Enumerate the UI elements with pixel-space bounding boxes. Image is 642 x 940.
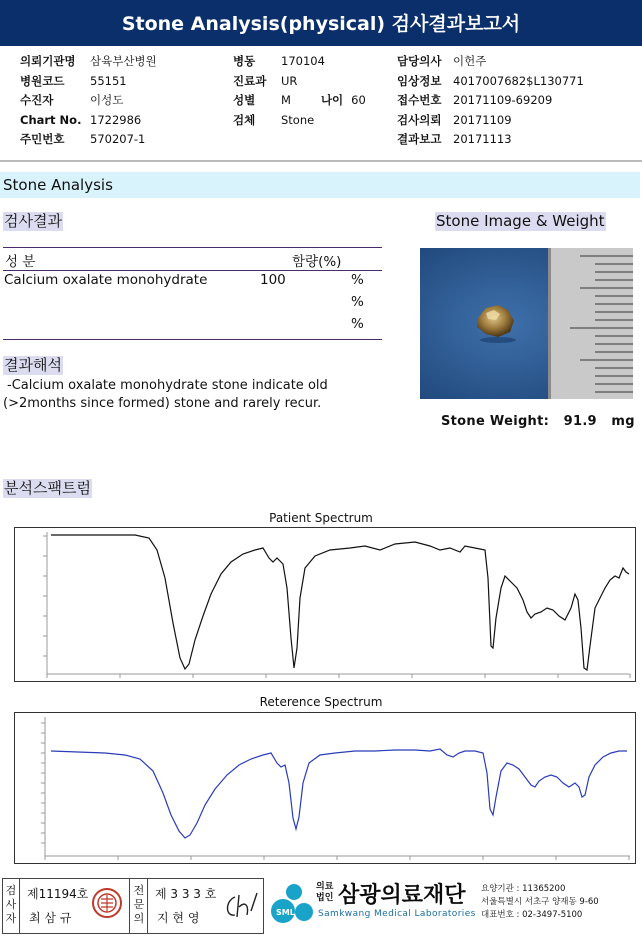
examiner-name: 최 삼 규	[29, 911, 72, 925]
result-unit: %	[351, 294, 364, 310]
info-value: 삼육부산병원	[90, 54, 157, 68]
reference-spectrum-plot	[14, 712, 636, 864]
info-value: 170104	[281, 54, 325, 68]
info-label: 검체	[233, 112, 256, 127]
org-prefix-line: 의료	[316, 882, 334, 892]
weight-label: Stone Weight:	[441, 414, 550, 429]
info-value: 55151	[90, 73, 127, 88]
col-amount-header: 함량(%)	[292, 254, 342, 270]
org-address: 서울특별시 서초구 양재동 9-60	[481, 897, 599, 907]
signature-icon	[221, 891, 261, 921]
interpretation-line: -Calcium oxalate monohydrate stone indicate old	[7, 378, 328, 393]
info-label: 결과보고	[397, 132, 442, 146]
patient-info-col3	[397, 52, 584, 150]
spectrum-title: 분석스팩트럼	[4, 479, 91, 497]
info-label: 수진자	[20, 93, 54, 107]
result-unit: %	[351, 316, 364, 332]
age-value: 60	[351, 93, 366, 107]
info-value: 570207-1	[90, 132, 146, 146]
interpretation-text	[3, 377, 328, 413]
specialist-license: 제 3 3 3 호	[155, 887, 217, 901]
sml-logo-icon	[270, 882, 316, 928]
info-label: Chart No.	[20, 112, 82, 127]
results-table-body	[3, 271, 382, 340]
info-label: 임상정보	[397, 73, 442, 88]
org-phone: 대표번호 : 02-3497-5100	[481, 910, 583, 920]
info-value: Stone	[281, 112, 315, 127]
info-value: M	[281, 93, 291, 107]
result-amount: 100	[260, 272, 286, 288]
org-prefix-line: 법인	[316, 893, 334, 903]
info-label: 성별	[233, 93, 256, 107]
examiner-label: 검사자	[5, 884, 17, 925]
org-prefix	[316, 882, 333, 904]
interpretation-line: (>2months since formed) stone and rarely recur.	[3, 396, 322, 411]
examiner-license: 제11194호	[27, 887, 89, 901]
report-footer	[0, 876, 642, 936]
info-label: 의뢰기관명	[20, 54, 76, 68]
result-unit: %	[351, 272, 364, 288]
weight-unit: mg	[611, 414, 635, 429]
info-label: 병원코드	[20, 73, 65, 88]
stone-image-title: Stone Image & Weight	[436, 212, 605, 230]
info-label: 담당의사	[397, 54, 442, 68]
patient-spectrum-plot	[14, 527, 636, 682]
info-value: 이헌주	[453, 54, 487, 68]
stone-photo	[420, 248, 633, 399]
results-title: 검사결과	[4, 212, 62, 230]
org-name-en: Samkwang Medical Laboratories	[318, 909, 476, 919]
patient-info-col1	[20, 52, 157, 150]
logo-text: SML	[276, 908, 295, 917]
specialist-name: 지 현 영	[157, 911, 200, 925]
info-value: 20171109	[453, 112, 512, 127]
seal-icon	[91, 887, 123, 919]
section-title: Stone Analysis	[0, 172, 640, 198]
org-name: 삼광의료재단	[338, 883, 466, 908]
interpretation-title: 결과해석	[4, 356, 62, 374]
patient-info-col2	[233, 52, 366, 130]
info-label: 진료과	[233, 73, 267, 88]
weight-value: 91.9	[563, 414, 597, 429]
info-label: 주민번호	[20, 132, 65, 146]
results-table-header	[3, 247, 382, 271]
specialist-label: 전문의	[133, 884, 145, 925]
info-value: 이성도	[90, 93, 124, 107]
result-component: Calcium oxalate monohydrate	[4, 272, 208, 288]
col-component-header: 성 분	[5, 254, 36, 270]
stone-weight	[441, 414, 635, 429]
info-value: 1722986	[90, 112, 142, 127]
inst-code: 요양기관 : 11365200	[481, 884, 566, 894]
report-title: Stone Analysis(physical) 검사결과보고서	[0, 0, 642, 46]
info-label: 접수번호	[397, 93, 442, 107]
org-contact	[481, 883, 599, 922]
info-label: 병동	[233, 54, 256, 68]
patient-spectrum-title: Patient Spectrum	[269, 511, 373, 525]
info-value: 20171109-69209	[453, 93, 553, 107]
info-value: UR	[281, 73, 298, 88]
info-value: 4017007682$L130771	[453, 73, 584, 88]
age-label: 나이	[320, 93, 344, 107]
info-value: 20171113	[453, 132, 512, 146]
signature-box	[2, 878, 264, 934]
divider	[0, 160, 642, 162]
reference-spectrum-title: Reterence Spectrum	[259, 695, 383, 709]
info-label: 검사의뢰	[397, 112, 442, 127]
results-table	[3, 247, 382, 340]
